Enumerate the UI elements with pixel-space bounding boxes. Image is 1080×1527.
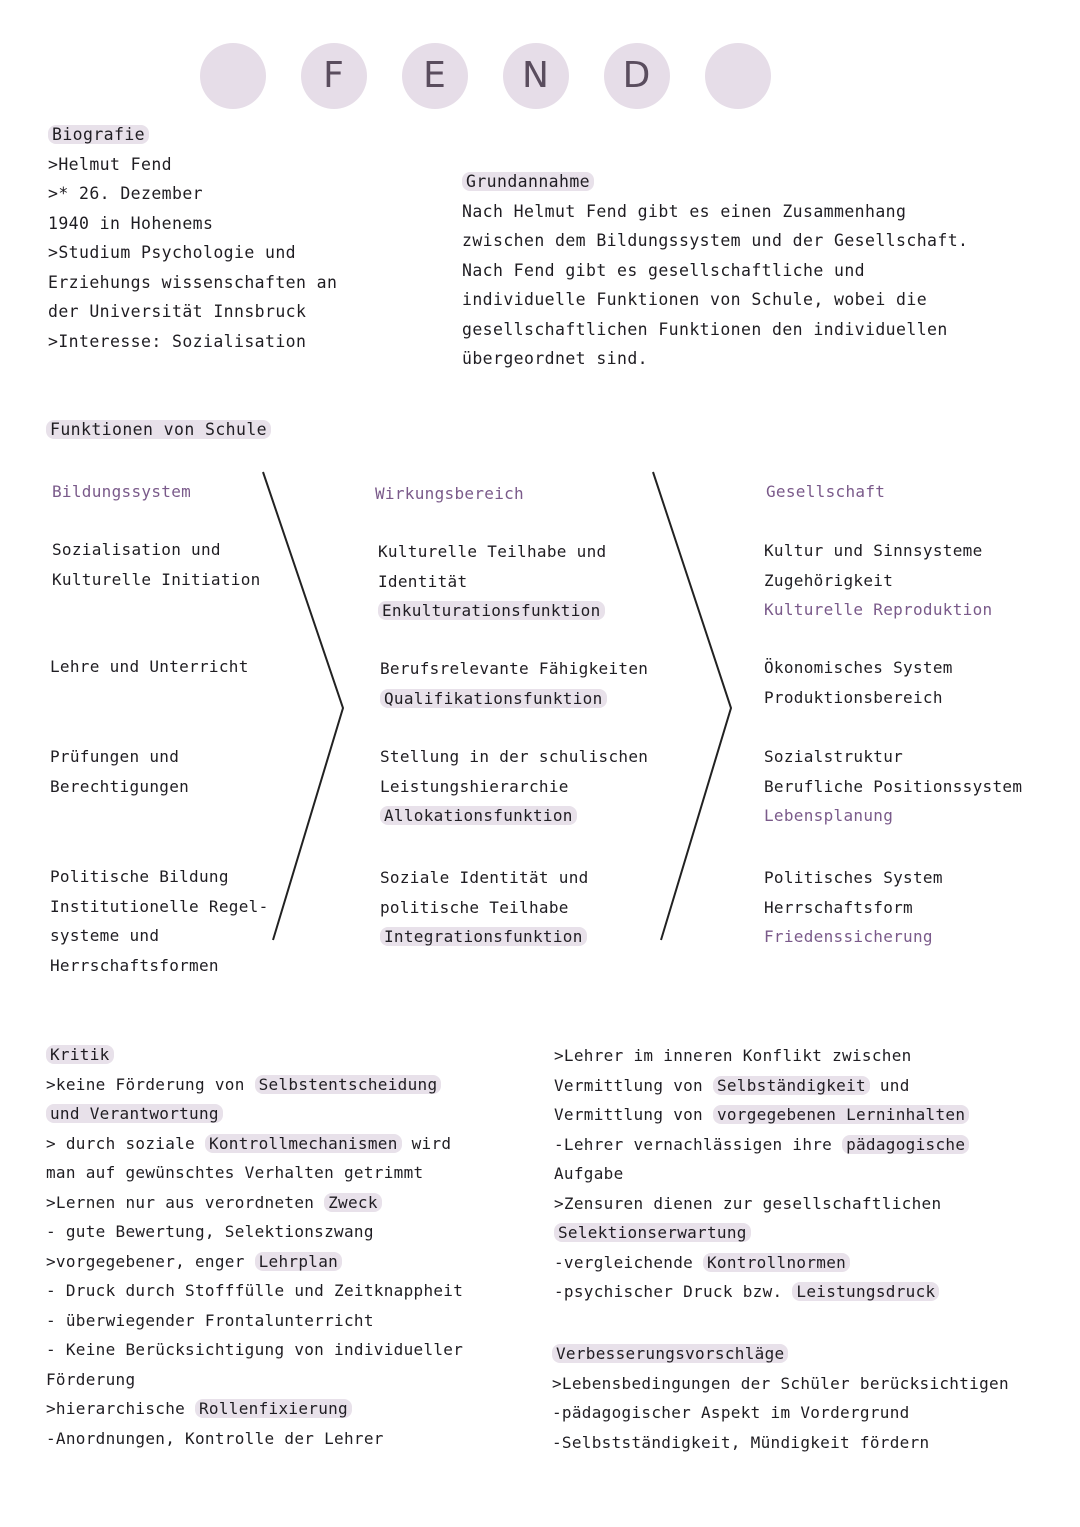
kritik-heading: Kritik (46, 1045, 114, 1064)
kritik-text: >Lernen nur aus verordneten (46, 1192, 325, 1212)
kritik-text: - überwiegender Frontalunterricht (46, 1310, 374, 1330)
kritik-text: - Keine Berücksichtigung von individueller (46, 1340, 464, 1359)
grundannahme-line: übergeordnet sind. (462, 349, 649, 368)
kritik-highlight: pädagogische (842, 1135, 969, 1154)
kritik-line (46, 1424, 463, 1454)
kritik-text: >keine Förderung von (46, 1074, 255, 1094)
funktion-label: Enkulturationsfunktion (378, 601, 605, 620)
kritik-text: >Lehrer im inneren Konflikt zwischen (554, 1046, 912, 1065)
kritik-text-after: wird (401, 1133, 452, 1153)
kritik-line (554, 1248, 969, 1278)
kritik-text: Aufgabe (554, 1164, 624, 1183)
kritik-line (46, 1306, 463, 1336)
kritik-highlight: und Verantwortung (46, 1104, 223, 1123)
biografie-line: 1940 in Hohenems (48, 213, 214, 233)
row-4-wirkungsbereich (380, 863, 589, 952)
row-2-bildungssystem (50, 652, 249, 682)
biografie-line: >Interesse: Sozialisation (48, 331, 307, 351)
cell-line: Sozialstruktur (764, 747, 904, 766)
kritik-text: man auf gewünschtes Verhalten getrimmt (46, 1163, 424, 1182)
kritik-line (554, 1218, 969, 1248)
verbesserung-section (552, 1339, 1009, 1457)
row-1-bildungssystem (52, 535, 261, 594)
cell-line: Stellung in der schulischen (380, 747, 649, 766)
kritik-section-right (554, 1041, 969, 1307)
kritik-text: -Lehrer vernachlässigen ihre (554, 1134, 843, 1154)
kritik-line (554, 1130, 969, 1160)
kritik-line (46, 1188, 463, 1218)
kritik-line (46, 1217, 463, 1247)
grundannahme-line: individuelle Funktionen von Schule, wobei die (462, 290, 928, 309)
kritik-text: -vergleichende (554, 1252, 703, 1272)
kritik-line (554, 1041, 969, 1071)
title-letter-f: F (323, 55, 345, 96)
cell-line: Ökonomisches System (764, 658, 953, 677)
kritik-line (46, 1247, 463, 1277)
biografie-line: der Universität Innsbruck (48, 302, 307, 321)
kritik-line (554, 1189, 969, 1219)
kritik-line (554, 1159, 969, 1189)
kritik-line (46, 1158, 463, 1188)
row-1-gesellschaft (764, 536, 992, 625)
kritik-text: Vermittlung von (554, 1075, 713, 1095)
cell-line: Identität (378, 571, 468, 591)
kritik-highlight: vorgegebenen Lerninhalten (713, 1105, 969, 1124)
cell-line: Sozialisation und (52, 540, 221, 559)
chevron-divider-left (255, 470, 355, 950)
kritik-line (46, 1394, 463, 1424)
biografie-heading: Biografie (48, 125, 149, 144)
cell-line: Prüfungen und (50, 747, 180, 766)
cell-line: Institutionelle Regel- (50, 896, 269, 916)
kritik-line (46, 1070, 463, 1100)
cell-line: Produktionsbereich (764, 687, 943, 707)
grundannahme-line: gesellschaftlichen Funktionen den individuellen (462, 319, 948, 339)
column-header-gesellschaft: Gesellschaft (766, 482, 886, 501)
kritik-text: >hierarchische (46, 1399, 195, 1418)
grundannahme-line: Nach Helmut Fend gibt es einen Zusammenhang (462, 201, 907, 221)
kritik-text: - gute Bewertung, Selektionszwang (46, 1222, 374, 1241)
verbesserung-line: -pädagogischer Aspekt im Vordergrund (552, 1403, 910, 1422)
cell-line: Politisches System (764, 868, 943, 887)
title-circle-f (301, 43, 367, 109)
row-4-bildungssystem (50, 862, 269, 980)
title-letter-d: D (622, 55, 652, 96)
cell-line: Leistungshierarchie (380, 776, 569, 796)
cell-line: Politische Bildung (50, 867, 229, 886)
kritik-text: >Zensuren dienen zur gesellschaftlichen (554, 1193, 942, 1213)
biografie-line: >Helmut Fend (48, 154, 173, 174)
verbesserung-line: >Lebensbedingungen der Schüler berücksichtigen (552, 1373, 1009, 1393)
funktion-label: Allokationsfunktion (380, 806, 577, 825)
column-header-bildungssystem: Bildungssystem (52, 482, 192, 501)
row-3-bildungssystem (50, 742, 189, 801)
title-circle-e (402, 43, 468, 109)
cell-line: Herrschaftsform (764, 897, 913, 917)
kritik-line (46, 1099, 463, 1129)
cell-line: Berufliche Positionssystem (764, 776, 1023, 796)
kritik-section-left (46, 1040, 463, 1453)
biografie-line: >Studium Psychologie und (48, 243, 297, 262)
kritik-highlight: Kontrollnormen (703, 1253, 850, 1272)
cell-line: politische Teilhabe (380, 897, 569, 917)
kritik-line (554, 1277, 969, 1307)
kritik-left-lines (46, 1070, 463, 1454)
kritik-text: - Druck durch Stofffülle und Zeitknappheit (46, 1281, 464, 1300)
kritik-text: >vorgegebener, enger (46, 1251, 255, 1271)
kritik-line (46, 1129, 463, 1159)
grundannahme-line: zwischen dem Bildungssystem und der Gesellschaft. (462, 231, 969, 250)
funktion-label: Qualifikationsfunktion (380, 689, 607, 708)
verbesserung-heading: Verbesserungsvorschläge (552, 1344, 788, 1363)
cell-line-purple: Lebensplanung (764, 806, 894, 825)
kritik-line (46, 1276, 463, 1306)
kritik-highlight: Rollenfixierung (195, 1399, 352, 1418)
cell-line: Soziale Identität und (380, 868, 589, 887)
kritik-line (46, 1335, 463, 1365)
grundannahme-heading: Grundannahme (462, 172, 594, 191)
cell-line: Kulturelle Initiation (52, 569, 261, 589)
kritik-highlight: Selbständigkeit (713, 1076, 870, 1095)
kritik-highlight: Zweck (324, 1193, 382, 1212)
kritik-line (554, 1100, 969, 1130)
kritik-text: -psychischer Druck bzw. (554, 1282, 793, 1301)
chevron-divider-right (645, 470, 745, 950)
kritik-right-lines (554, 1041, 969, 1307)
kritik-text: -Anordnungen, Kontrolle der Lehrer (46, 1428, 384, 1448)
grundannahme-section (462, 167, 968, 374)
funktionen-heading: Funktionen von Schule (46, 420, 271, 439)
row-2-gesellschaft (764, 653, 953, 712)
cell-line: Zugehörigkeit (764, 570, 894, 590)
cell-line: Berechtigungen (50, 776, 190, 796)
row-3-wirkungsbereich (380, 742, 648, 831)
grundannahme-line: Nach Fend gibt es gesellschaftliche und (462, 260, 866, 280)
row-1-wirkungsbereich (378, 537, 606, 626)
title-circle-blank-left (200, 43, 266, 109)
title-circle-blank-right (705, 43, 771, 109)
kritik-highlight: Selektionserwartung (554, 1223, 751, 1242)
row-3-gesellschaft (764, 742, 1022, 831)
cell-line-purple: Friedenssicherung (764, 927, 933, 946)
kritik-text: > durch soziale (46, 1133, 205, 1153)
title-letter-n: N (522, 55, 550, 96)
title-letter-e: E (423, 55, 447, 96)
funktionen-heading-wrap (46, 420, 271, 439)
cell-line: systeme und (50, 926, 160, 945)
row-2-wirkungsbereich (380, 654, 648, 713)
title-circle-d (604, 43, 670, 109)
cell-line: Kultur und Sinnsysteme (764, 541, 983, 560)
kritik-highlight: Kontrollmechanismen (205, 1134, 402, 1153)
biografie-line: >* 26. Dezember (48, 184, 204, 203)
biografie-line: Erziehungs wissenschaften an (48, 272, 338, 292)
kritik-line (46, 1365, 463, 1395)
biografie-section (48, 120, 337, 356)
kritik-highlight: Lehrplan (255, 1252, 342, 1271)
chevron-line (653, 472, 731, 940)
title-circle-n (503, 43, 569, 109)
cell-line: Herrschaftsformen (50, 955, 219, 975)
verbesserung-line: -Selbstständigkeit, Mündigkeit fördern (552, 1432, 930, 1452)
cell-line: Berufsrelevante Fähigkeiten (380, 659, 649, 678)
kritik-highlight: Selbstentscheidung (255, 1075, 442, 1094)
cell-line-purple: Kulturelle Reproduktion (764, 600, 993, 619)
chevron-line (263, 472, 343, 940)
kritik-text-after: und (869, 1075, 910, 1095)
kritik-text: Vermittlung von (554, 1105, 713, 1124)
column-header-wirkungsbereich: Wirkungsbereich (375, 484, 524, 503)
kritik-line (554, 1071, 969, 1101)
kritik-highlight: Leistungsdruck (792, 1282, 939, 1301)
cell-line: Kulturelle Teilhabe und (378, 542, 607, 561)
funktion-label: Integrationsfunktion (380, 927, 587, 946)
row-4-gesellschaft (764, 863, 943, 952)
kritik-text: Förderung (46, 1369, 136, 1389)
cell-line: Lehre und Unterricht (50, 657, 249, 676)
